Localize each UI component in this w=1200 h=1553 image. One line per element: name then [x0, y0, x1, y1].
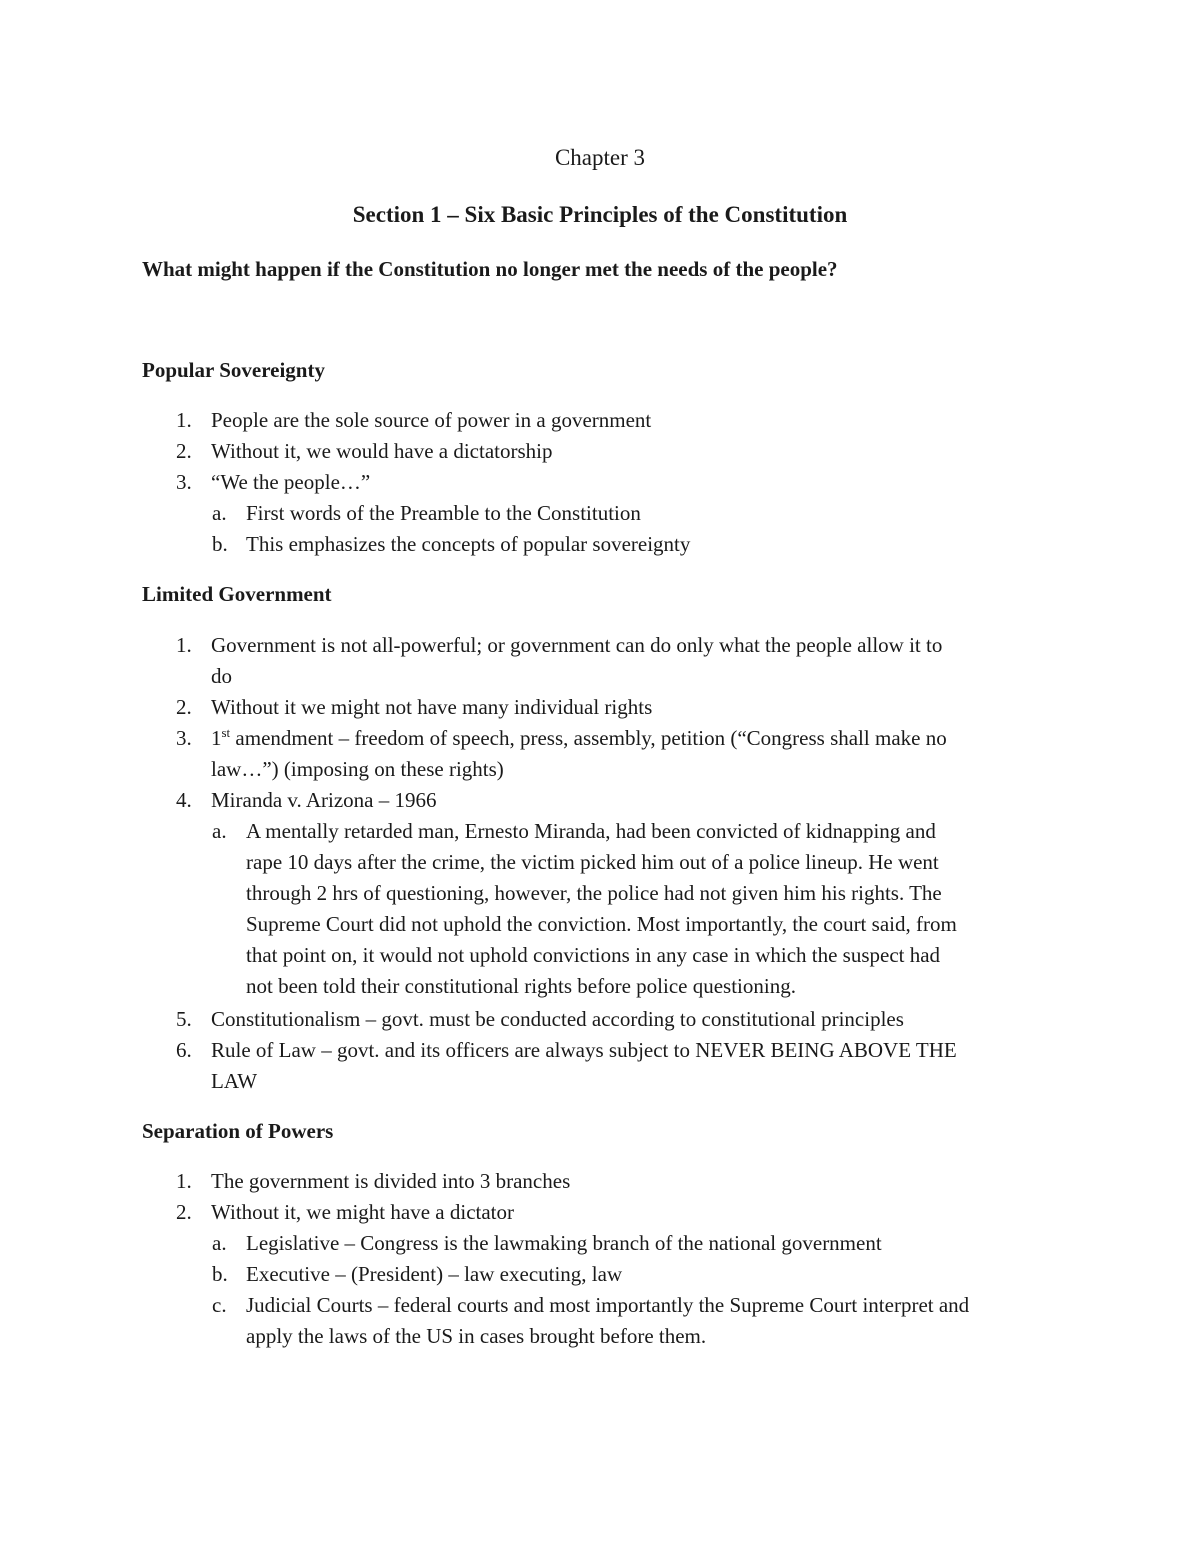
list-number: 1.	[176, 408, 192, 432]
list-text: This emphasizes the concepts of popular sovereignty	[246, 532, 691, 556]
list-number: 4.	[176, 788, 192, 812]
list-text: Constitutionalism – govt. must be conducted according to constitutional principles	[211, 1007, 904, 1031]
list-text: Government is not all-powerful; or government can do only what the people allow it to	[211, 633, 943, 657]
list-text: A mentally retarded man, Ernesto Miranda, had been convicted of kidnapping and	[246, 819, 936, 843]
list-number: 2.	[176, 695, 192, 719]
list-text: Without it we might not have many individual rights	[211, 695, 653, 719]
list-letter: b.	[212, 1262, 228, 1286]
list-letter: b.	[212, 532, 228, 556]
list-number: 3.	[176, 470, 192, 494]
list-text: People are the sole source of power in a government	[211, 408, 652, 432]
heading-separation-of-powers: Separation of Powers	[142, 1119, 334, 1143]
list-text: Miranda v. Arizona – 1966	[211, 788, 437, 812]
list-letter: a.	[212, 1231, 227, 1255]
list-text: apply the laws of the US in cases brought before them.	[246, 1324, 707, 1348]
list-text: do	[211, 664, 232, 688]
list-text: The government is divided into 3 branches	[211, 1169, 571, 1193]
list-number: 5.	[176, 1007, 192, 1031]
list-text: Without it, we would have a dictatorship	[211, 439, 553, 463]
list-text: First words of the Preamble to the Constitution	[246, 501, 641, 525]
list-number: 2.	[176, 439, 192, 463]
list-number: 1.	[176, 1169, 192, 1193]
list-number: 6.	[176, 1038, 192, 1062]
ordinal-number: 1	[211, 726, 222, 750]
list-text	[211, 723, 1071, 754]
list-text-rest: amendment – freedom of speech, press, assembly, petition (“Congress shall make no	[230, 726, 947, 750]
ordinal-suffix: st	[221, 725, 231, 740]
heading-limited-government: Limited Government	[142, 582, 332, 606]
list-letter: c.	[212, 1293, 227, 1317]
list-text: Rule of Law – govt. and its officers are always subject to NEVER BEING ABOVE THE	[211, 1038, 957, 1062]
list-text: rape 10 days after the crime, the victim picked him out of a police lineup. He went	[246, 850, 939, 874]
list-text: not been told their constitutional rights before police questioning.	[246, 974, 796, 998]
list-text: Without it, we might have a dictator	[211, 1200, 514, 1224]
list-number: 2.	[176, 1200, 192, 1224]
list-letter: a.	[212, 819, 227, 843]
list-text: law…”) (imposing on these rights)	[211, 757, 504, 781]
list-text: Judicial Courts – federal courts and most importantly the Supreme Court interpret and	[246, 1293, 970, 1317]
list-text: Legislative – Congress is the lawmaking branch of the national government	[246, 1231, 882, 1255]
list-letter: a.	[212, 501, 227, 525]
list-text: through 2 hrs of questioning, however, the police had not given him his rights. The	[246, 881, 942, 905]
list-text: LAW	[211, 1069, 258, 1093]
list-number: 3.	[176, 726, 192, 750]
list-text: Executive – (President) – law executing, law	[246, 1262, 623, 1286]
list-text: that point on, it would not uphold convictions in any case in which the suspect had	[246, 943, 941, 967]
heading-popular-sovereignty: Popular Sovereignty	[142, 358, 325, 382]
guiding-question: What might happen if the Constitution no longer met the needs of the people?	[142, 257, 838, 281]
section-title: Section 1 – Six Basic Principles of the Constitution	[352, 202, 848, 227]
list-text: Supreme Court did not uphold the conviction. Most importantly, the court said, from	[246, 912, 957, 936]
list-text: “We the people…”	[211, 470, 371, 494]
list-number: 1.	[176, 633, 192, 657]
chapter-title: Chapter 3	[554, 145, 646, 170]
